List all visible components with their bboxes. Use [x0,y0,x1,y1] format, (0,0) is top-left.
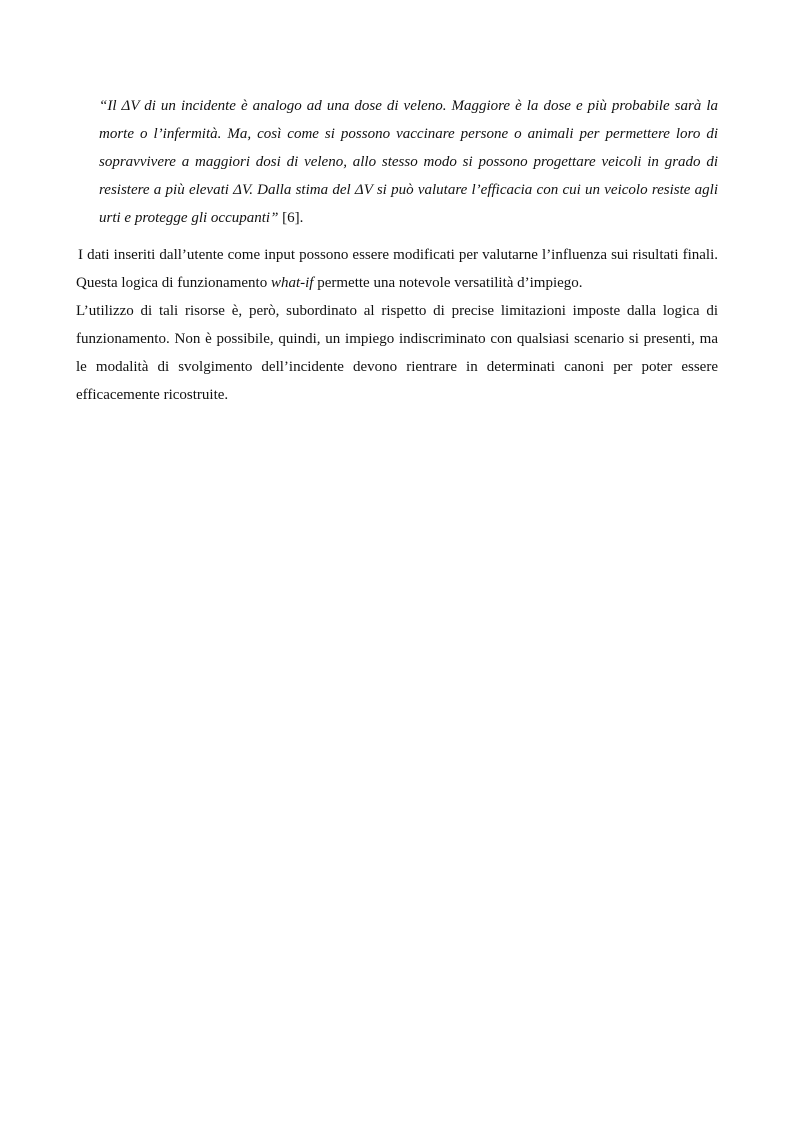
paragraph-what-if-part1: I dati inseriti dall’utente come input possono essere modificati per valutarne l’influenza sui risultati finali. Questa logica di funzionamento [76,247,718,291]
paragraph-what-if [76,241,718,297]
body-text [76,241,718,409]
block-quote [99,92,718,232]
paragraph-what-if-part2: permette una notevole versatilità d’impiego. [313,275,583,291]
quote-citation: [6]. [278,210,304,226]
paragraph-limitations: L’utilizzo di tali risorse è, però, subordinato al rispetto di precise limitazioni imposte dalla logica di funzionamento. Non è possibile, quindi, un impiego indiscriminato con qualsiasi scenario si presenti, ma le modalità di svolgimento dell’incidente devono rientrare in determinati canoni per poter essere efficacemente ricostruite. [76,303,718,403]
quote-text: “Il ΔV di un incidente è analogo ad una dose di veleno. Maggiore è la dose e più probabile sarà la morte o l’infermità. Ma, così come si possono vaccinare persone o animali per permettere loro di sopravvivere a maggiori dosi di veleno, allo stesso modo si possono progettare veicoli in grado di resistere a più elevati ΔV. Dalla stima del ΔV si può valutare l’efficacia con cui un veicolo resiste agli urti e protegge gli occupanti” [99,98,718,226]
what-if-term: what-if [270,275,314,291]
